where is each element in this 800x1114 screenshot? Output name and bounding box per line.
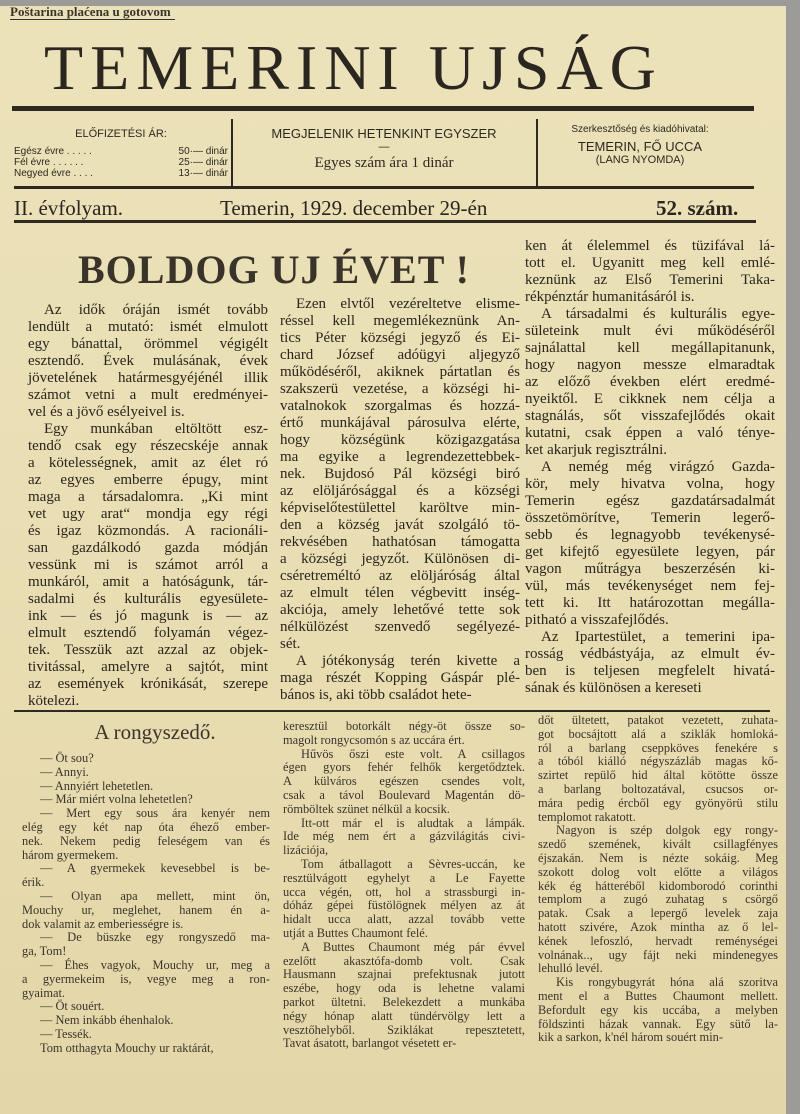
text-line: Hausmann szajnai prefektusnak jutott [283, 967, 525, 982]
text-line: három gyermekem. [22, 847, 119, 862]
text-line: A Buttes Chaumont még pár évvel [301, 939, 525, 954]
text-line: ket akarjuk regisztrálni. [525, 442, 668, 458]
text-line: Az idők óráján ismét tovább [44, 302, 268, 318]
text-line: got bocsájtott alá a sziklák homloká- [538, 726, 778, 741]
paragraph [283, 817, 525, 858]
dateline-rule [14, 220, 756, 223]
text-line: az egyes emberre épugy, mint [28, 472, 268, 488]
text-line: Tom otthagyta Mouchy ur raktárát, [40, 1040, 214, 1055]
text-line: elmult esztendő folyamán végez- [28, 625, 268, 641]
text-line: éjszakán. Nem is nézte sokáig. Meg [538, 850, 778, 865]
text-line: rosság védbástyája, az elmult év- [525, 646, 775, 662]
text-line: szirtet repülő hid által kötötte össze [538, 768, 778, 783]
paragraph [22, 1014, 270, 1028]
text-line: ezelőtt akasztófa-domb volt. Csak [283, 953, 525, 968]
newspaper-page [0, 6, 786, 1114]
text-line: pitható a visszafejlődés. [525, 612, 669, 628]
office-box [540, 118, 740, 188]
paragraph [22, 766, 270, 780]
text-line: lendült a mutató: ismét elmulott [28, 319, 268, 335]
period-label: Fél évre . . . . . . [14, 157, 84, 168]
paragraph [22, 780, 270, 794]
text-line: cséretreméltó az elöljáróság által [280, 568, 520, 584]
text-line: patak. Csak a lepergő levelek zaja [538, 906, 778, 921]
text-line: az elöljárósággal és a községi [280, 483, 520, 499]
paragraph [22, 1028, 270, 1042]
text-line: maga a társadalomra. „Ki mint [28, 489, 268, 505]
text-line: parkot ültetni. Belekezdett a munkába [283, 994, 525, 1009]
text-line: tivitással, amelyre a sajtót, mint [28, 659, 268, 675]
lead-column-3 [525, 238, 775, 697]
text-line: kik a sarkon, k'nél három souért min- [538, 1030, 723, 1045]
paragraph [525, 238, 775, 306]
text-line: mára pedig ércből egy gyönyörü stilu [538, 795, 778, 810]
text-line: tett ki. Itt határozottan megálla- [525, 595, 775, 611]
text-line: Ezen elvtől vezéreltetve elisme- [296, 296, 520, 312]
printer: (LANG NYOMDA) [595, 154, 685, 166]
text-line: Nagyon is szép dolgok egy rongy- [556, 823, 778, 838]
text-line: — Öt souért. [40, 999, 105, 1014]
text-line: — Már miért volna lehetetlen? [40, 792, 193, 807]
subscription-row [14, 157, 228, 168]
text-line: sadalmi és kulturális egyesülete- [28, 591, 268, 607]
text-line: get kifejtő egyesülete legyen, pár [525, 544, 775, 560]
text-line: ma egyike a legrendezettebbek- [280, 449, 520, 465]
text-line: esztendő. Évek mulásának, évek [28, 353, 268, 369]
text-line: Kis rongybugyrát hóna alá szoritva [556, 975, 778, 990]
text-line: — Annyi. [40, 764, 89, 779]
text-line: jövetelének határmesgyéjénél illik [28, 370, 268, 386]
text-line: működéséről, akiknek pártatlan és [280, 364, 520, 380]
text-line: számot vetni a mult eredményei- [28, 387, 268, 403]
text-line: A nemég még virágzó Gazda- [541, 459, 775, 475]
paragraph [538, 824, 778, 976]
paragraph [538, 976, 778, 1045]
text-line: — Nem inkább éhenhalok. [40, 1013, 174, 1028]
story-title: A rongyszedő. [94, 720, 216, 744]
subscription-box [14, 118, 228, 188]
text-line: A külváros egészen csendes volt, [283, 774, 525, 789]
text-line: a kötelességnek, amit az élet ró [28, 455, 268, 471]
text-line: képviselőtestülettel karöltve min- [280, 500, 520, 516]
text-line: réssel kell megemlékeznünk An- [280, 313, 520, 329]
issue-number: 52. szám. [656, 196, 739, 220]
text-line: a községi jegyzőt. Különösen di- [280, 551, 520, 567]
text-line: szakszerü vezetése, a községi hi- [280, 381, 520, 397]
text-line: hogy nagyon messze elmaradtak [525, 357, 775, 373]
price: 25·— dinár [178, 157, 228, 168]
text-line: — Annyiért lehetetlen. [40, 778, 154, 793]
paragraph [525, 306, 775, 459]
text-line: — Éhes vagyok, Mouchy ur, meg a [40, 957, 270, 972]
text-line: nek. Nekem pedig feleségem van és [22, 833, 270, 848]
paragraph [525, 629, 775, 697]
dash: — [378, 141, 390, 153]
story-column-3 [538, 714, 778, 1045]
text-line: templomot rakatott. [538, 809, 636, 824]
text-line: — Mert egy sous ára kenyér nem [40, 806, 270, 821]
text-line: hidalt ucca alatt, azzal tovább vette [283, 912, 525, 927]
masthead-title: TEMERINI UJSÁG [44, 32, 663, 103]
text-line: vessünk mi is számot arról a [28, 557, 268, 573]
subscription-row [14, 168, 228, 179]
paragraph [22, 793, 270, 807]
text-line: ucca végén, ott, hol a strassburgi in- [283, 884, 525, 899]
text-line: dok valamit az emberiességre is. [22, 916, 184, 931]
text-line: elég egy két nap óta éhező ember- [22, 819, 270, 834]
subscription-row [14, 146, 228, 157]
paragraph [22, 807, 270, 862]
text-line: ga, Tom! [22, 944, 67, 959]
text-line: földszinti házak vannak. Egy sütő la- [538, 1016, 778, 1031]
paragraph [22, 1000, 270, 1014]
paragraph [22, 862, 270, 890]
text-line: érik. [22, 875, 45, 890]
text-line: Befordult egy kis uccába, a melyben [538, 1002, 778, 1017]
text-line: nélkülözést szenvedő segélyezé- [280, 619, 520, 635]
text-line: hogy községünk közigazgatása [280, 432, 520, 448]
masthead-rule [12, 106, 754, 111]
text-line: rékpénztár humanitásáról is. [525, 289, 695, 305]
text-line: chard József adóügyi aljegyző [280, 347, 520, 363]
text-line: sajnálattal kell megállapitanunk, [525, 340, 775, 356]
text-line: A jótékonyság terén kivette a [296, 653, 520, 669]
text-line: vatalnokok szorgalmas és hozzá- [280, 398, 520, 414]
text-line: — A gyermekek kevesebbel is be- [40, 861, 270, 876]
text-line: — Olyan apa mellett, mint ön, [40, 888, 270, 903]
text-line: eszébe, hogy oda is lehetne valami [283, 981, 525, 996]
section-rule [14, 710, 770, 712]
story-column-2 [283, 720, 525, 1051]
text-line: Mouchy ur, meglehet, hanem én a- [22, 902, 270, 917]
text-line: a gyermekeim is, vegye meg a ron- [22, 971, 270, 986]
text-line: csak a távol Boulevard Magentán dö- [283, 787, 525, 802]
text-line: tek. Tesszük azt azzal az objek- [28, 642, 268, 658]
text-line: resztülvágott egyhelyt a Le Fayette [283, 870, 525, 885]
text-line: tics Péter községi jegyző és Ei- [280, 330, 520, 346]
text-line: az előző években elért eredmé- [525, 374, 775, 390]
text-line: den a község javát szolgáló tö- [280, 517, 520, 533]
text-line: az események krónikását, szerepe [28, 676, 268, 692]
paragraph [22, 752, 270, 766]
text-line: égen gyors fehér felhők kergetődztek. [283, 760, 525, 775]
text-line: a tóból kiálló négyszázláb magas kő- [538, 754, 778, 769]
text-line: hatott szivére, Azok mintha az ő lel- [538, 919, 778, 934]
volume: II. évfolyam. [14, 196, 124, 220]
price: 50·— dinár [178, 146, 228, 157]
paragraph [538, 714, 778, 824]
text-line: keresztül botorkált négy-öt össze so- [283, 719, 525, 733]
text-line: sebb és legnagyobb tevékenysé- [525, 527, 775, 543]
paragraph [22, 890, 270, 931]
price: 13·— dinár [178, 168, 228, 179]
text-line: maga részét Kopping Gáspár plé- [280, 670, 520, 686]
text-line: vül, más tevékenységet nem fej- [525, 578, 775, 594]
lead-column-1 [28, 302, 268, 710]
text-line: vesztőhelyből. Sziklákat repesztetett, [283, 1022, 525, 1037]
frequency: MEGJELENIK HETENKINT EGYSZER [271, 126, 497, 141]
text-line: kutatni, csak éppen a való ténye- [525, 425, 775, 441]
text-line: — Öt sou? [40, 751, 94, 765]
text-line: vet ugy arat“ mondja egy régi [28, 506, 268, 522]
text-line: munkáról, amit a hatóságunk, tár- [28, 574, 268, 590]
text-line: Ide még nem ért a gázvilágitás civi- [283, 829, 525, 844]
subscription-title: ELŐFIZETÉSI ÁR: [75, 128, 167, 140]
text-line: összetömörítve, Temerin legerő- [525, 510, 775, 526]
paragraph [28, 302, 268, 421]
text-line: nek. Bujdosó Pál községi biró [280, 466, 520, 482]
text-line: volnának.., ugy fájt neki mindenegyes [538, 947, 778, 962]
text-line: értő munkájával párosulva elérte, [280, 415, 520, 431]
publication-box [234, 118, 534, 188]
paragraph [28, 421, 268, 710]
text-line: kör, mely hivatva volna, hogy [525, 476, 775, 492]
text-line: tendő csak egy részecskéje annak [28, 438, 268, 454]
text-line: az elmult télen végbevitt inség- [280, 585, 520, 601]
text-line: sának és különösen a kereseti [525, 680, 702, 696]
story-column-1 [22, 752, 270, 1056]
text-line: römböltek szünet nélkül a kocsik. [283, 801, 450, 816]
paragraph [525, 459, 775, 629]
text-line: Tom átballagott a Sèvres-uccán, ke [301, 856, 525, 871]
paragraph [280, 653, 520, 704]
postage-stamp-note: Poštarina plaćena u gotovom [10, 6, 175, 20]
text-line: lehulló levél. [538, 961, 603, 976]
period-label: Negyed évre . . . . [14, 168, 93, 179]
paragraph [283, 858, 525, 941]
text-line: — De büszke egy rongyszedő ma- [40, 930, 270, 945]
lead-column-2 [280, 296, 520, 704]
text-line: keznünk az Első Temerini Taka- [525, 272, 775, 288]
period-label: Egész évre . . . . . [14, 146, 92, 157]
text-line: san gazdálkodó gazda módján [28, 540, 268, 556]
paragraph [283, 720, 525, 748]
text-line: gyaimat. [22, 985, 66, 1000]
text-line: vel és a jövő esélyeivel is. [28, 404, 185, 420]
office-title: Szerkesztőség és kiadóhivatal: [571, 124, 709, 135]
paragraph [22, 1042, 270, 1056]
text-line: ment el a Buttes Chaumont mellett. [538, 988, 778, 1003]
text-line: négy hónap alatt tündérvölgy lett a [283, 1008, 525, 1023]
divider [231, 119, 233, 187]
text-line: szokott dolog volt előtte a világos [538, 864, 778, 879]
text-line: dóház gépei füstölögnek mélyen az át [283, 898, 525, 913]
text-line: és igaz közmondás. A racionáli- [28, 523, 268, 539]
text-line: Az Ipartestület, a temerini ipa- [541, 629, 775, 645]
text-line: egy bánattal, örömmel végigélt [28, 336, 268, 352]
text-line: Temerin egész gazdatársadalmát [525, 493, 775, 509]
text-line: ken át élelemmel és tüzifával lá- [525, 238, 775, 254]
single-issue-price: Egyes szám ára 1 dinár [314, 155, 454, 171]
text-line: ben is teljesen megfelelt hivatá- [525, 663, 775, 679]
text-line: ról a barlang cseppköves fenekére s [538, 740, 778, 755]
text-line: akciója, amely lehetővé tette sok [280, 602, 520, 618]
text-line: A társadalmi és kulturális egye- [541, 306, 775, 322]
text-line: stagnálás, sőt visszafejlődés okait [525, 408, 775, 424]
issue-date: Temerin, 1929. december 29-én [220, 196, 488, 220]
text-line: rekvésében hathatósan támogatta [280, 534, 520, 550]
text-line: kének lefoszló, hervadt reménységei [538, 933, 778, 948]
text-line: Hűvös őszi este volt. A csillagos [301, 746, 525, 761]
text-line: Itt-ott már el is aludtak a lámpák. [301, 815, 525, 830]
text-line: kötelezi. [28, 693, 80, 709]
paragraph [283, 748, 525, 817]
paragraph [283, 941, 525, 1051]
text-line: dőt ültetett, patakot vezetett, zuhata- [538, 713, 778, 727]
text-line: sületeink mult évi működéséről [525, 323, 775, 339]
text-line: utját a Buttes Chaumont felé. [283, 925, 428, 940]
text-line: bános is, aki több családot hete- [280, 687, 472, 703]
text-line: tott el. Ugyanitt meg kell emlé- [525, 255, 775, 271]
text-line: nyeiktől. E cikknek nem célja a [525, 391, 775, 407]
lead-headline: BOLDOG UJ ÉVET ! [78, 247, 470, 292]
text-line: magolt rongycsomón s az uccára ért. [283, 732, 465, 747]
paragraph [280, 296, 520, 653]
text-line: Egy munkában eltöltött esz- [44, 421, 268, 437]
text-line: templom a zugó zuhatag s csörgő [538, 892, 778, 907]
paragraph [22, 959, 270, 1000]
text-line: lizációja, [283, 843, 329, 858]
info-rule [14, 186, 754, 189]
text-line: sét. [280, 636, 301, 652]
text-line: Tavat ásatott, barlangot vésetett er- [283, 1036, 457, 1051]
text-line: ink — és jó magunk is — az [28, 608, 268, 624]
paragraph [22, 931, 270, 959]
text-line: vagon műtrágya beszerzésén ki- [525, 561, 775, 577]
text-line: kék ég hátteréből kidomborodó corinthi [538, 878, 778, 893]
text-line: a barlang boltozatával, csucsos or- [538, 781, 778, 796]
text-line: szedő szemének, kivált csillagfényes [538, 837, 778, 852]
office-address: TEMERIN, FŐ UCCA [577, 139, 703, 154]
text-line: — Tessék. [40, 1026, 92, 1041]
divider [536, 119, 538, 187]
